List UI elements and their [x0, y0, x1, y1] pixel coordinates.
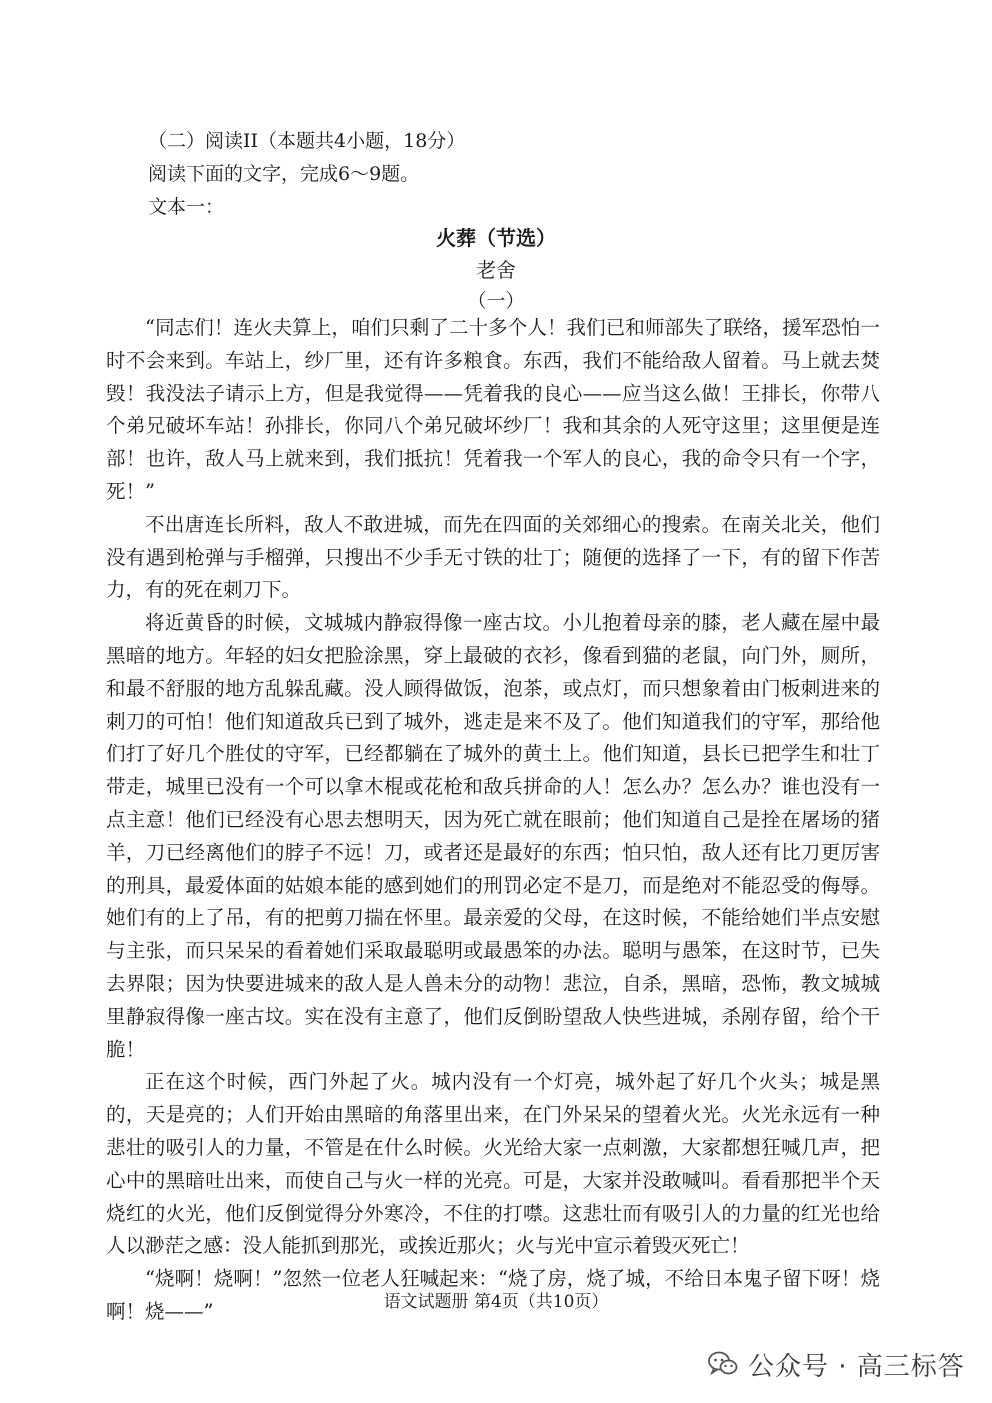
watermark-text: 公众号 · 高三标答 [748, 1351, 965, 1382]
article-body [106, 312, 880, 1329]
article-author: 老舍 [476, 258, 516, 282]
article-title: 火葬（节选） [436, 226, 556, 250]
paragraph: 将近黄昏的时候，文城城内静寂得像一座古坟。小儿抱着母亲的膝，老人藏在屋中最黑暗的地方。年轻的妇女把脸涂黑，穿上最破的衣衫，像看到猫的老鼠，向门外，厕所，和最不舒服的地方乱躲乱藏。没人顾得做饭，泡茶，或点灯，而只想象着由门板刺进来的刺刀的可怕！他们知道敌兵已到了城外，逃走是来不及了。他们知道我们的守军，那给他们打了好几个胜仗的守军，已经都躺在了城外的黄土上。他们知道，县长已把学生和壮丁带走，城里已没有一个可以拿木棍或花枪和敌兵拼命的人！怎么办？怎么办？谁也没有一点主意！他们已经没有心思去想明天，因为死亡就在眼前；他们知道自己是拴在屠场的猪羊，刀已经离他们的脖子不远！刀，或者还是最好的东西；怕只怕，敌人还有比刀更厉害的刑具，最爱体面的姑娘本能的感到她们的刑罚必定不是刀，而是绝对不能忍受的侮辱。她们有的上了吊，有的把剪刀揣在怀里。最亲爱的父母，在这时候，不能给她们半点安慰与主张，而只呆呆的看着她们采取最聪明或最愚笨的办法。聪明与愚笨，在这时节，已失去界限；因为快要进城来的敌人是人兽未分的动物！悲泣，自杀，黑暗，恐怖，教文城城里静寂得像一座古坟。实在没有主意了，他们反倒盼望敌人快些进城，杀剐存留，给个干脆！ [106, 611, 880, 1061]
paragraph: 正在这个时候，西门外起了火。城内没有一个灯亮，城外起了好几个火头；城是黑的，天是亮的；人们开始由黑暗的角落里出来，在门外呆呆的望着火光。火光永远有一种悲壮的吸引人的力量，不管是在什么时候。火光给大家一点刺激，大家都想狂喊几声，把心中的黑暗吐出来，而使自己与火一样的光亮。可是，大家并没敢喊叫。看看那把半个天烧红的火光，他们反倒觉得分外寒冷，不住的打噤。这悲壮而有吸引人的力量的红光也给人以渺茫之感：没人能抓到那光，或挨近那火；火与光中宣示着毁灭死亡！ [106, 1070, 880, 1258]
watermark [708, 1349, 965, 1382]
page-footer: 语文试题册 第4页（共10页） [383, 1292, 609, 1312]
instruction: 阅读下面的文字，完成6～9题。 [148, 163, 420, 185]
paragraph: “同志们！连火夫算上，咱们只剩了二十多个人！我们已和师部失了联络，援军恐怕一时不会来到。车站上，纱厂里，还有许多粮食。东西，我们不能给敌人留着。马上就去焚毁！我没法子请示上方，但是我觉得——凭着我的良心——应当这么做！王排长，你带八个弟兄破坏车站！孙排长，你同八个弟兄破坏纱厂！我和其余的人死守这里；这里便是连部！也许，敌人马上就来到，我们抵抗！凭着我一个军人的良心，我的命令只有一个字，死！” [106, 316, 880, 503]
paragraph: “烧啊！烧啊！”忽然一位老人狂喊起来：“烧了房，烧了城，不给日本鬼子留下呀！烧啊！烧——” [106, 1267, 880, 1323]
wechat-icon [708, 1351, 738, 1377]
part-number: （一） [467, 290, 525, 312]
text-label: 文本一： [148, 196, 225, 218]
section-header: （二）阅读II（本题共4小题，18分） [148, 130, 466, 152]
paragraph: 不出唐连长所料，敌人不敢进城，而先在四面的关郊细心的搜索。在南关北关，他们没有遇到枪弹与手榴弹，只搜出不少手无寸铁的壮丁；随便的选择了一下，有的留下作苦力，有的死在刺刀下。 [106, 512, 880, 602]
